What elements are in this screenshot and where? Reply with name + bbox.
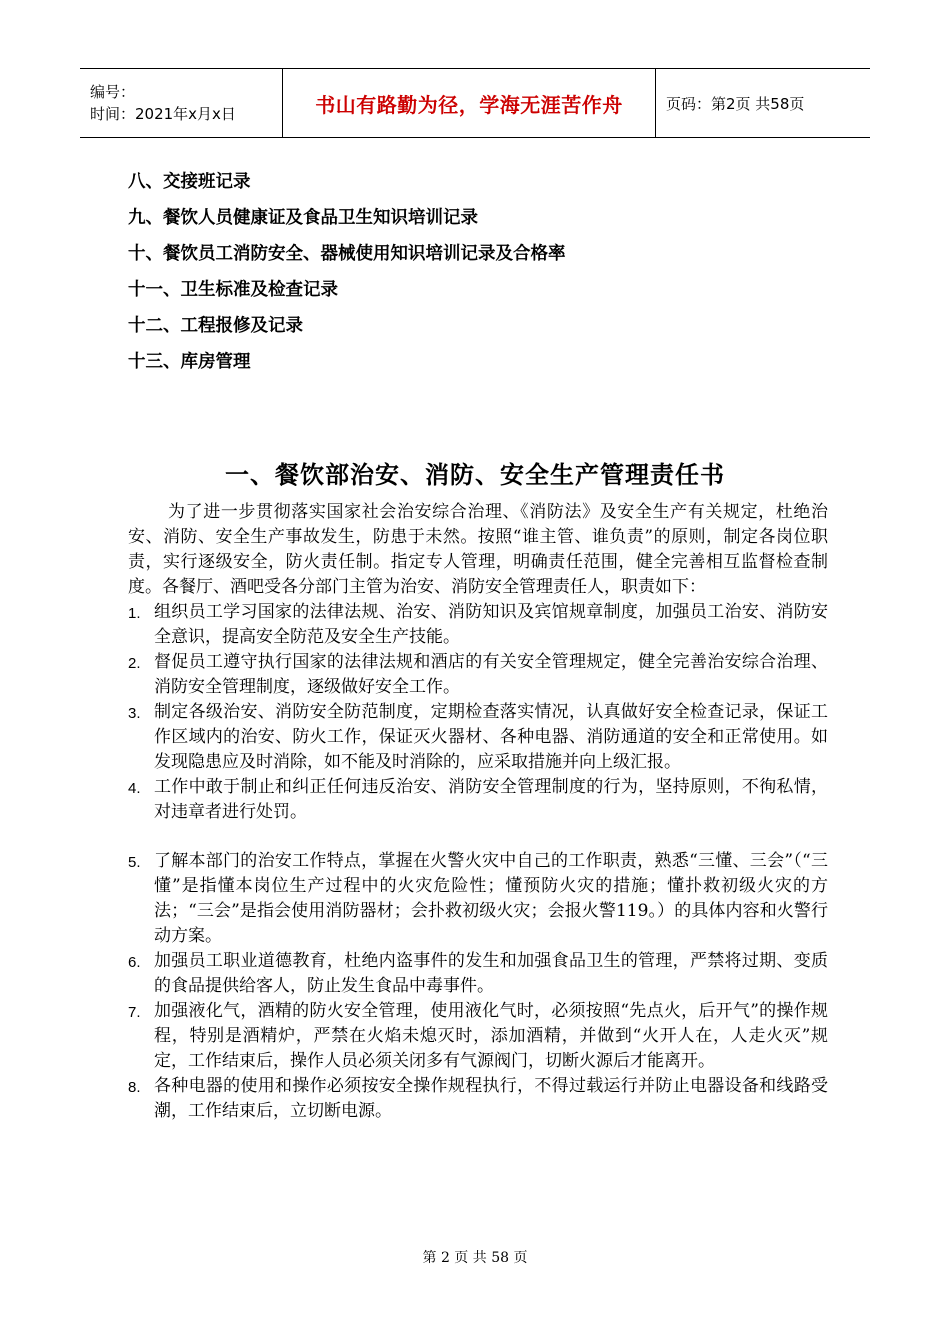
toc-item: 九、餐饮人员健康证及食品卫生知识培训记录 xyxy=(128,208,478,228)
item-text: 制定各级治安、消防安全防范制度，定期检查落实情况，认真做好安全检查记录，保证工作区域内的治安、防火工作，保证灭火器材、各种电器、消防通道的安全和正常使用。如发现隐患应及时消除，如不能及时消除的，应采取措施并向上级汇报。 xyxy=(154,702,828,772)
toc-item: 十一、卫生标准及检查记录 xyxy=(128,280,338,300)
item-number: 6. xyxy=(128,954,141,971)
item-number: 1. xyxy=(128,605,141,622)
header-page-code: 页码：第2页 共58页 xyxy=(666,94,805,113)
item-number: 2. xyxy=(128,655,141,672)
list-item xyxy=(128,700,828,775)
table-of-contents xyxy=(128,164,566,380)
intro-paragraph: 为了进一步贯彻落实国家社会治安综合治理、《消防法》及安全生产有关规定，杜绝治安、消防、安全生产事故发生，防患于未然。按照“谁主管、谁负责”的原则，制定各岗位职责，实行逐级安全，防火责任制。指定专人管理，明确责任范围，健全完善相互监督检查制度。各餐厅、酒吧受各分部门主管为治安、消防安全管理责任人，职责如下： xyxy=(128,502,828,597)
item-text: 工作中敢于制止和纠正任何违反治安、消防安全管理制度的行为，坚持原则，不徇私情，对违章者进行处罚。 xyxy=(154,777,828,822)
item-text: 组织员工学习国家的法律法规、治安、消防知识及宾馆规章制度，加强员工治安、消防安全意识，提高安全防范及安全生产技能。 xyxy=(154,602,828,647)
list-item xyxy=(128,600,828,650)
toc-item: 十二、工程报修及记录 xyxy=(128,316,303,336)
item-number: 4. xyxy=(128,780,141,797)
list-item xyxy=(128,999,828,1074)
item-number: 8. xyxy=(128,1079,141,1096)
responsibility-list xyxy=(128,600,828,1124)
header-motto: 书山有路勤为径，学海无涯苦作舟 xyxy=(282,69,656,137)
list-item xyxy=(128,849,828,949)
item-number: 5. xyxy=(128,854,141,871)
page-footer: 第 2 页 共 58 页 xyxy=(422,1250,528,1266)
document-time-label: 时间：2021年x月x日 xyxy=(90,105,236,123)
list-item xyxy=(128,1074,828,1124)
toc-item: 八、交接班记录 xyxy=(128,172,251,192)
toc-item: 十、餐饮员工消防安全、器械使用知识培训记录及合格率 xyxy=(128,244,566,264)
toc-item: 十三、库房管理 xyxy=(128,352,251,372)
list-item xyxy=(128,775,828,825)
item-text: 加强液化气，酒精的防火安全管理，使用液化气时，必须按照“先点火，后开气”的操作规程，特别是酒精炉，严禁在火焰未熄灭时，添加酒精，并做到“火开人在，人走火灭”规定，工作结束后，操作人员必须关闭多有气源阀门，切断火源后才能离开。 xyxy=(154,1001,828,1071)
item-text: 督促员工遵守执行国家的法律法规和酒店的有关安全管理规定，健全完善治安综合治理、消防安全管理制度，逐级做好安全工作。 xyxy=(154,652,828,697)
spacer xyxy=(128,825,828,849)
section-title: 一、餐饮部治安、消防、安全生产管理责任书 xyxy=(225,461,725,489)
item-text: 加强员工职业道德教育，杜绝内盗事件的发生和加强食品卫生的管理，严禁将过期、变质的食品提供给客人，防止发生食品中毒事件。 xyxy=(154,951,828,996)
document-number-label: 编号： xyxy=(90,83,136,101)
item-text: 各种电器的使用和操作必须按安全操作规程执行，不得过载运行并防止电器设备和线路受潮，工作结束后，立切断电源。 xyxy=(154,1076,828,1121)
header-meta xyxy=(80,69,282,137)
item-text: 了解本部门的治安工作特点，掌握在火警火灾中自己的工作职责，熟悉“三懂、三会”（“三懂”是指懂本岗位生产过程中的火灾危险性；懂预防火灾的措施；懂扑救初级火灾的方法；“三会”是指会使用消防器材；会扑救初级火灾；会报火警119。）的具体内容和火警行动方案。 xyxy=(154,851,828,946)
page-header xyxy=(80,68,870,138)
item-number: 3. xyxy=(128,705,141,722)
item-number: 7. xyxy=(128,1004,141,1021)
list-item xyxy=(128,650,828,700)
list-item xyxy=(128,949,828,999)
section-body xyxy=(128,500,828,1124)
